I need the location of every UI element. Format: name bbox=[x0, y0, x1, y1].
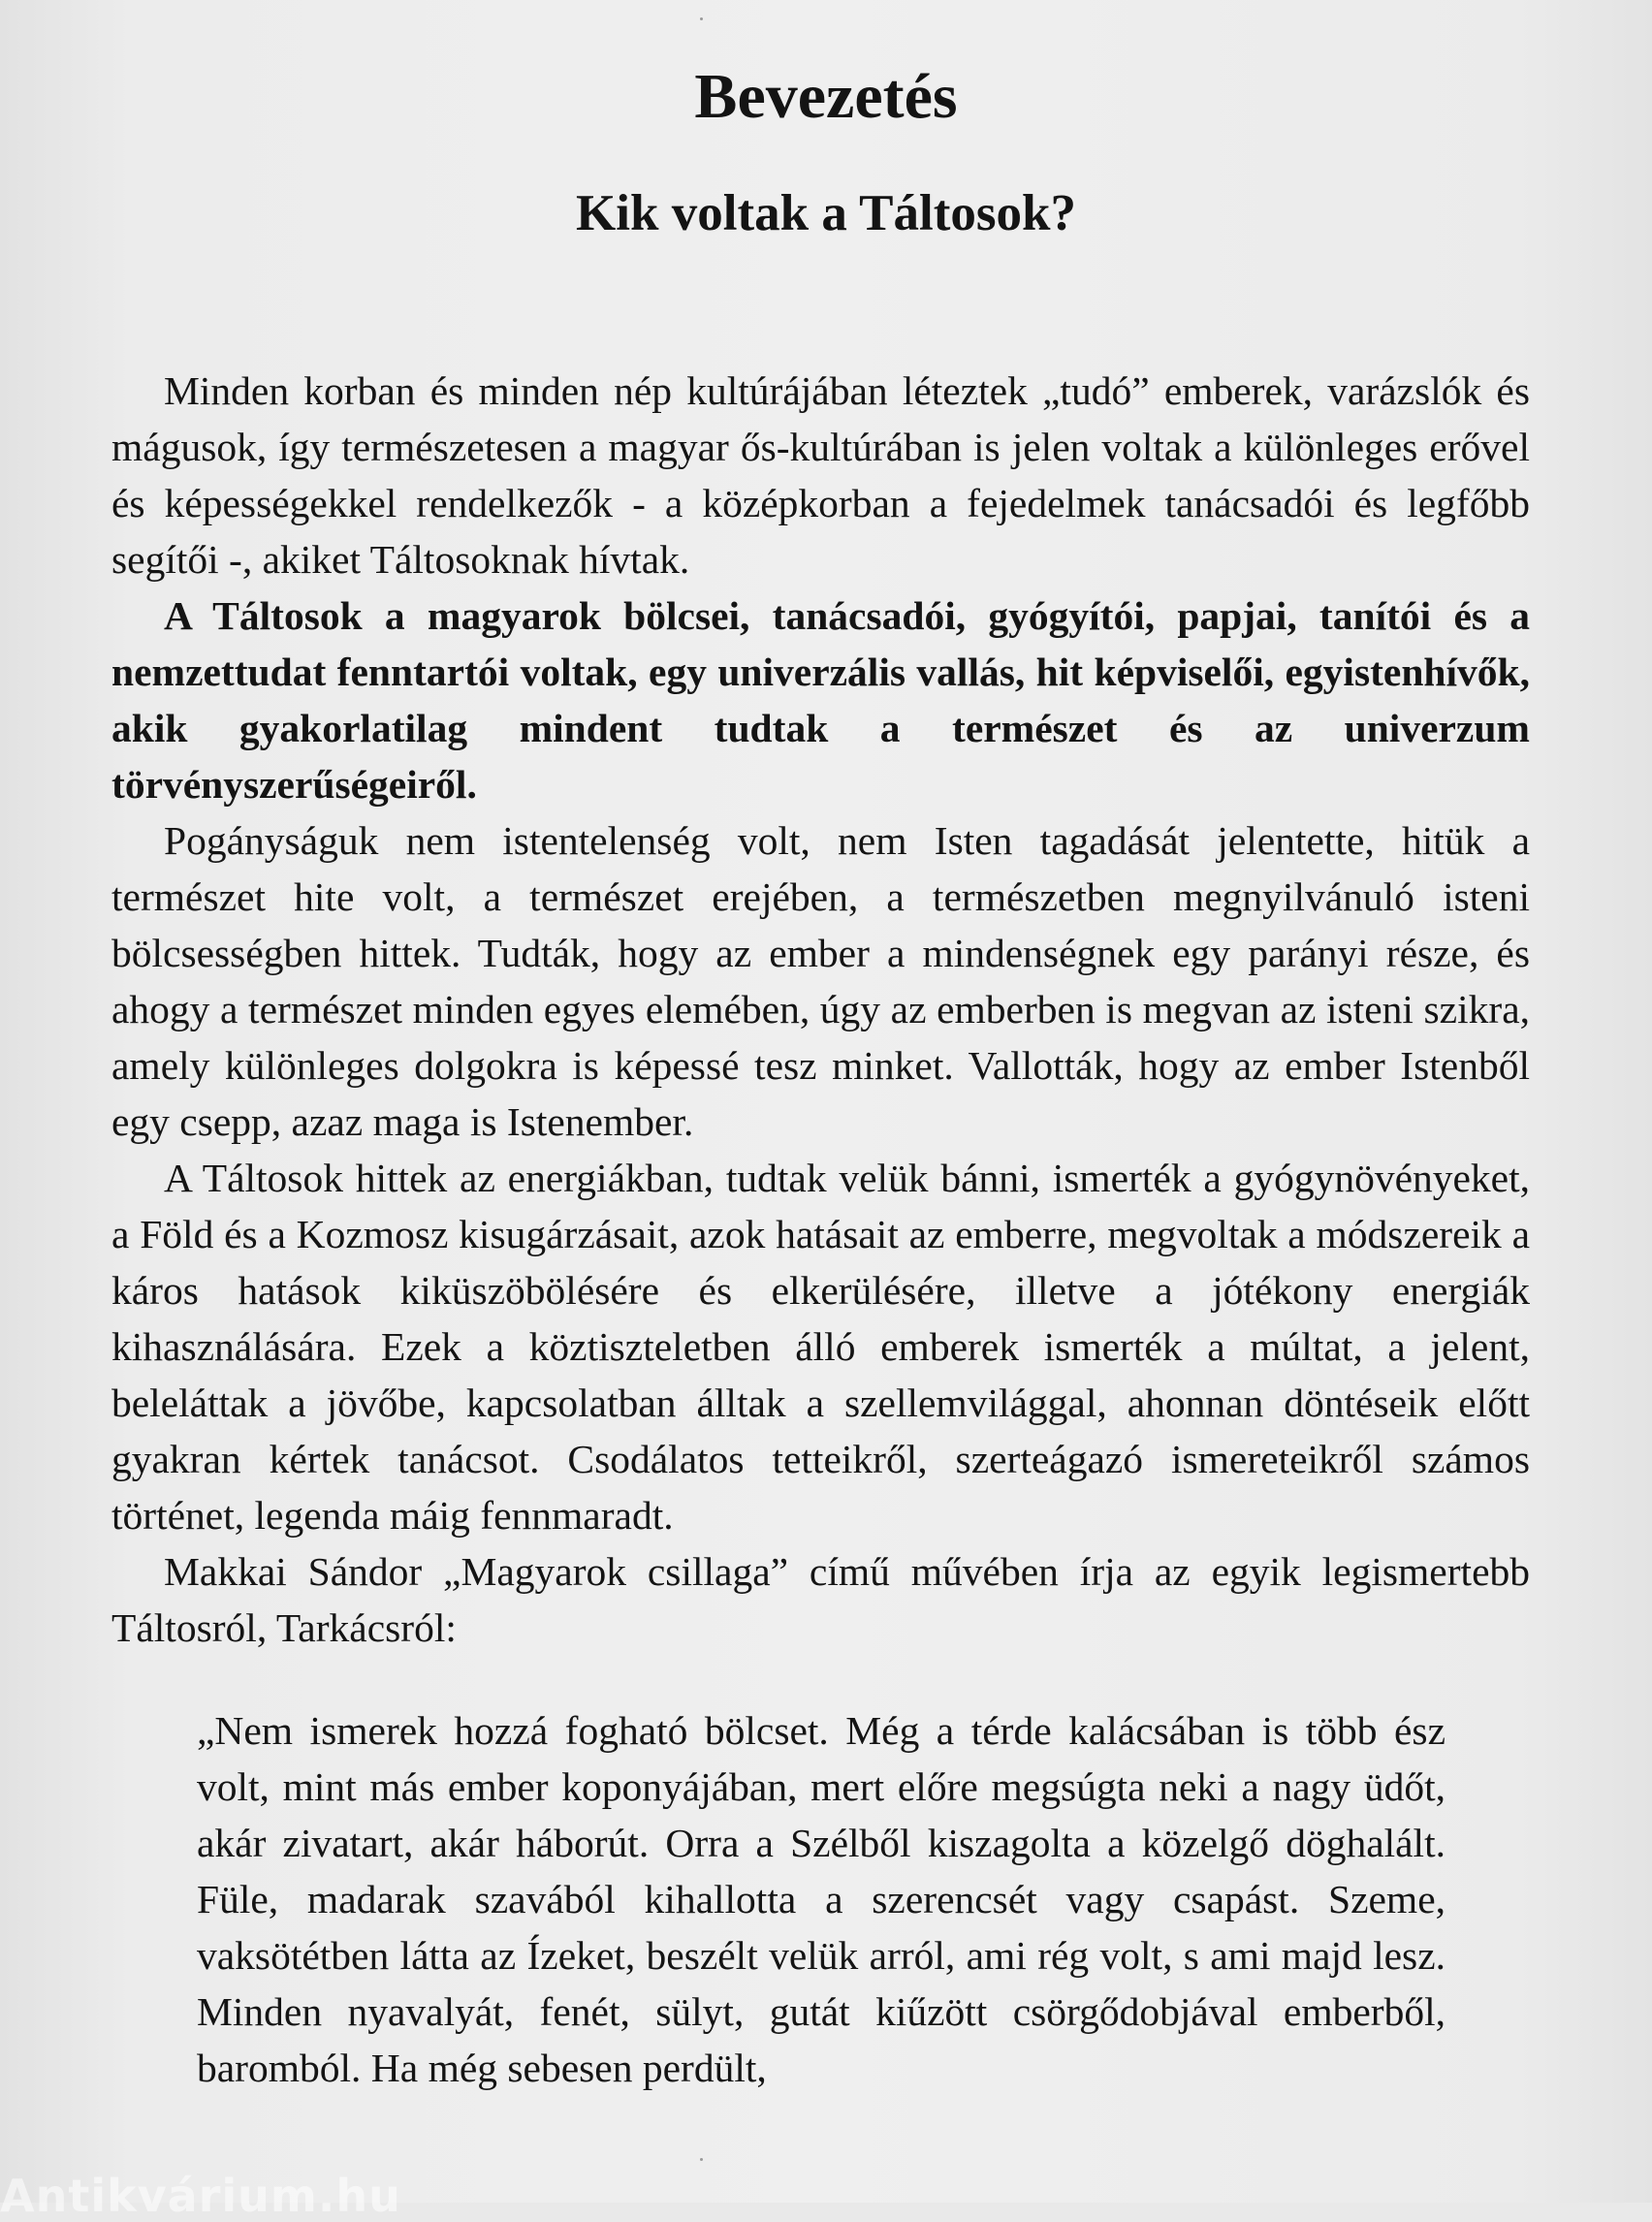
paragraph-intro: Minden korban és minden nép kultúrájában léteztek „tudó” emberek, varázslók és mágusok, így természetesen a magyar ős-kultúrában is jelen voltak a különleges erővel és képességekkel rendelkezők - a középkorban a fejedelmek tanácsadói és legfőbb segítői -, akiket Táltosoknak hívtak. bbox=[111, 368, 1530, 582]
page-subtitle: Kik voltak a Táltosok? bbox=[576, 185, 1076, 241]
watermark: Antikvárium.hu bbox=[0, 2170, 401, 2222]
page-title: Bevezetés bbox=[694, 61, 958, 132]
paragraph-bold-definition: A Táltosok a magyarok bölcsei, tanácsadói, gyógyítói, papjai, tanítói és a nemzettudat fenntartói voltak, egy univerzális vallás, hit képviselői, egyistenhívők, akik gyakorlatilag mindent tudtak a természet és az univerzum törvényszerűségeiről. bbox=[111, 593, 1530, 807]
paragraph-makkai: Makkai Sándor „Magyarok csillaga” című művében írja az egyik legismertebb Táltosról, Tarkácsról: bbox=[111, 1549, 1530, 1650]
body-text bbox=[111, 363, 1530, 1656]
block-quote: „Nem ismerek hozzá fogható bölcset. Még a térde kalácsában is több ész volt, mint más ember koponyájában, mert előre megsúgta neki a nagy üdőt, akár zivatart, akár háborút. Orra a Szélből kiszagolta a közelgő döghalált. Füle, madarak szavából kihallotta a szerencsét vagy csapást. Szeme, vaksötétben látta az Ízeket, beszélt velük arról, ami rég volt, s ami majd lesz. Minden nyavalyát, fenét, sülyt, gutát kiűzött csörgődobjával emberből, baromból. Ha még sebesen perdült, bbox=[197, 1708, 1446, 2090]
paragraph-paganism: Pogányságuk nem istentelenség volt, nem Isten tagadását jelentette, hitük a természet hite volt, a természet erejében, a természetben megnyilvánuló isteni bölcsességben hittek. Tudták, hogy az ember a mindenségnek egy parányi része, és ahogy a természet minden egyes elemében, úgy az emberben is megvan az isteni szikra, amely különleges dolgokra is képessé tesz minket. Vallották, hogy az ember Istenből egy csepp, azaz maga is Istenember. bbox=[111, 818, 1530, 1144]
page-speck bbox=[700, 17, 703, 20]
page-speck bbox=[700, 2158, 703, 2161]
paragraph-energies: A Táltosok hittek az energiákban, tudtak velük bánni, ismerték a gyógynövényeket, a Föld és a Kozmosz kisugárzásait, azok hatásait az emberre, megvoltak a módszereik a káros hatások kiküszöbölésére és elkerülésére, illetve a jótékony energiák kihasználására. Ezek a köztiszteletben álló emberek ismerték a múltat, a jelent, beleláttak a jövőbe, kapcsolatban álltak a szellemvilággal, ahonnan döntéseik előtt gyakran kértek tanácsot. Csodálatos tetteikről, szerteágazó ismereteikről számos történet, legenda máig fennmaradt. bbox=[111, 1156, 1530, 1538]
